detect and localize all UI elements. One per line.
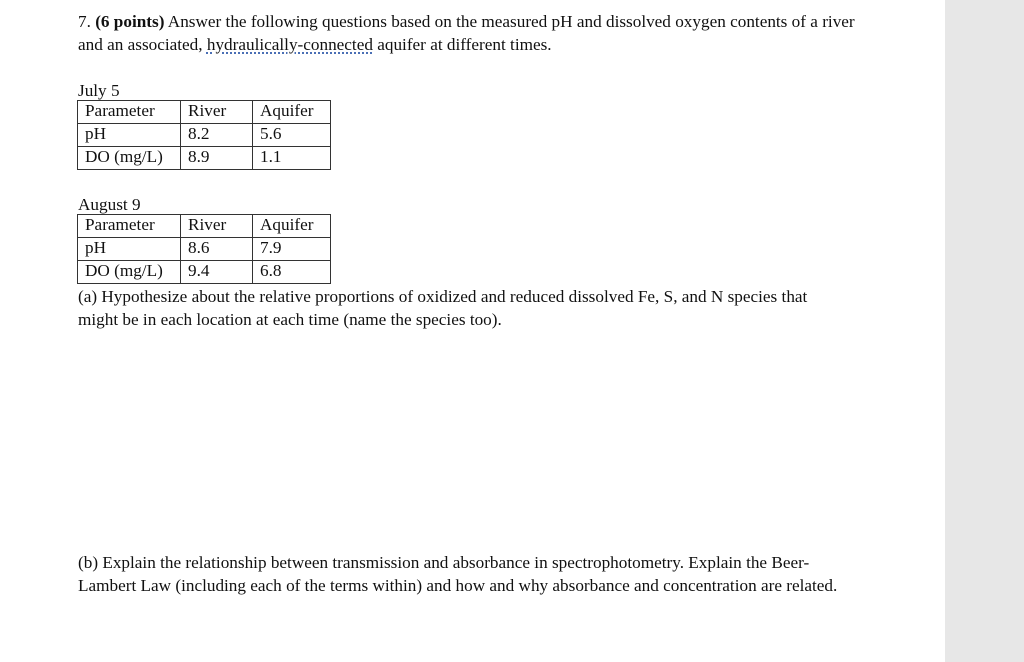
- header-cell-parameter: Parameter: [78, 215, 181, 238]
- table-cell: 6.8: [253, 261, 331, 284]
- question-heading: [78, 10, 858, 56]
- header-cell-aquifer: Aquifer: [253, 101, 331, 124]
- table-row: [78, 124, 331, 147]
- table-header-row: [78, 215, 331, 238]
- table-cell: pH: [78, 124, 181, 147]
- table-cell: pH: [78, 238, 181, 261]
- right-gutter: [945, 0, 1024, 662]
- underlined-term: hydraulically-connected: [206, 35, 373, 54]
- table-caption-july: July 5: [78, 81, 120, 100]
- table-cell: DO (mg/L): [78, 147, 181, 170]
- table-row: [78, 147, 331, 170]
- table-cell: 1.1: [253, 147, 331, 170]
- question-text-start: Answer the following questions based on the measured pH and dissolved oxygen contents of a river and an associated,: [78, 12, 855, 54]
- header-cell-river: River: [181, 215, 253, 238]
- table-cell: 8.6: [181, 238, 253, 261]
- table-row: [78, 261, 331, 284]
- table-july-5: [77, 100, 331, 170]
- header-cell-river: River: [181, 101, 253, 124]
- table-cell: 5.6: [253, 124, 331, 147]
- header-cell-aquifer: Aquifer: [253, 215, 331, 238]
- table-august-9: [77, 214, 331, 284]
- table-cell: 7.9: [253, 238, 331, 261]
- header-cell-parameter: Parameter: [78, 101, 181, 124]
- part-a-text: (a) Hypothesize about the relative proportions of oxidized and reduced dissolved Fe, S, and N species that might be in each location at each time (name the species too).: [78, 287, 808, 329]
- table-cell: 8.9: [181, 147, 253, 170]
- table-cell: 9.4: [181, 261, 253, 284]
- table-caption-august: August 9: [78, 195, 141, 214]
- table-header-row: [78, 101, 331, 124]
- table-cell: 8.2: [181, 124, 253, 147]
- table-cell: DO (mg/L): [78, 261, 181, 284]
- part-b-text: (b) Explain the relationship between transmission and absorbance in spectrophotometry. Explain the Beer-Lambert Law (including each of the terms within) and how and why absorbance and concentration are related.: [78, 553, 838, 595]
- question-text-end: aquifer at different times.: [372, 35, 552, 54]
- question-points: (6 points): [95, 12, 165, 31]
- question-number: 7.: [78, 12, 91, 31]
- table-row: [78, 238, 331, 261]
